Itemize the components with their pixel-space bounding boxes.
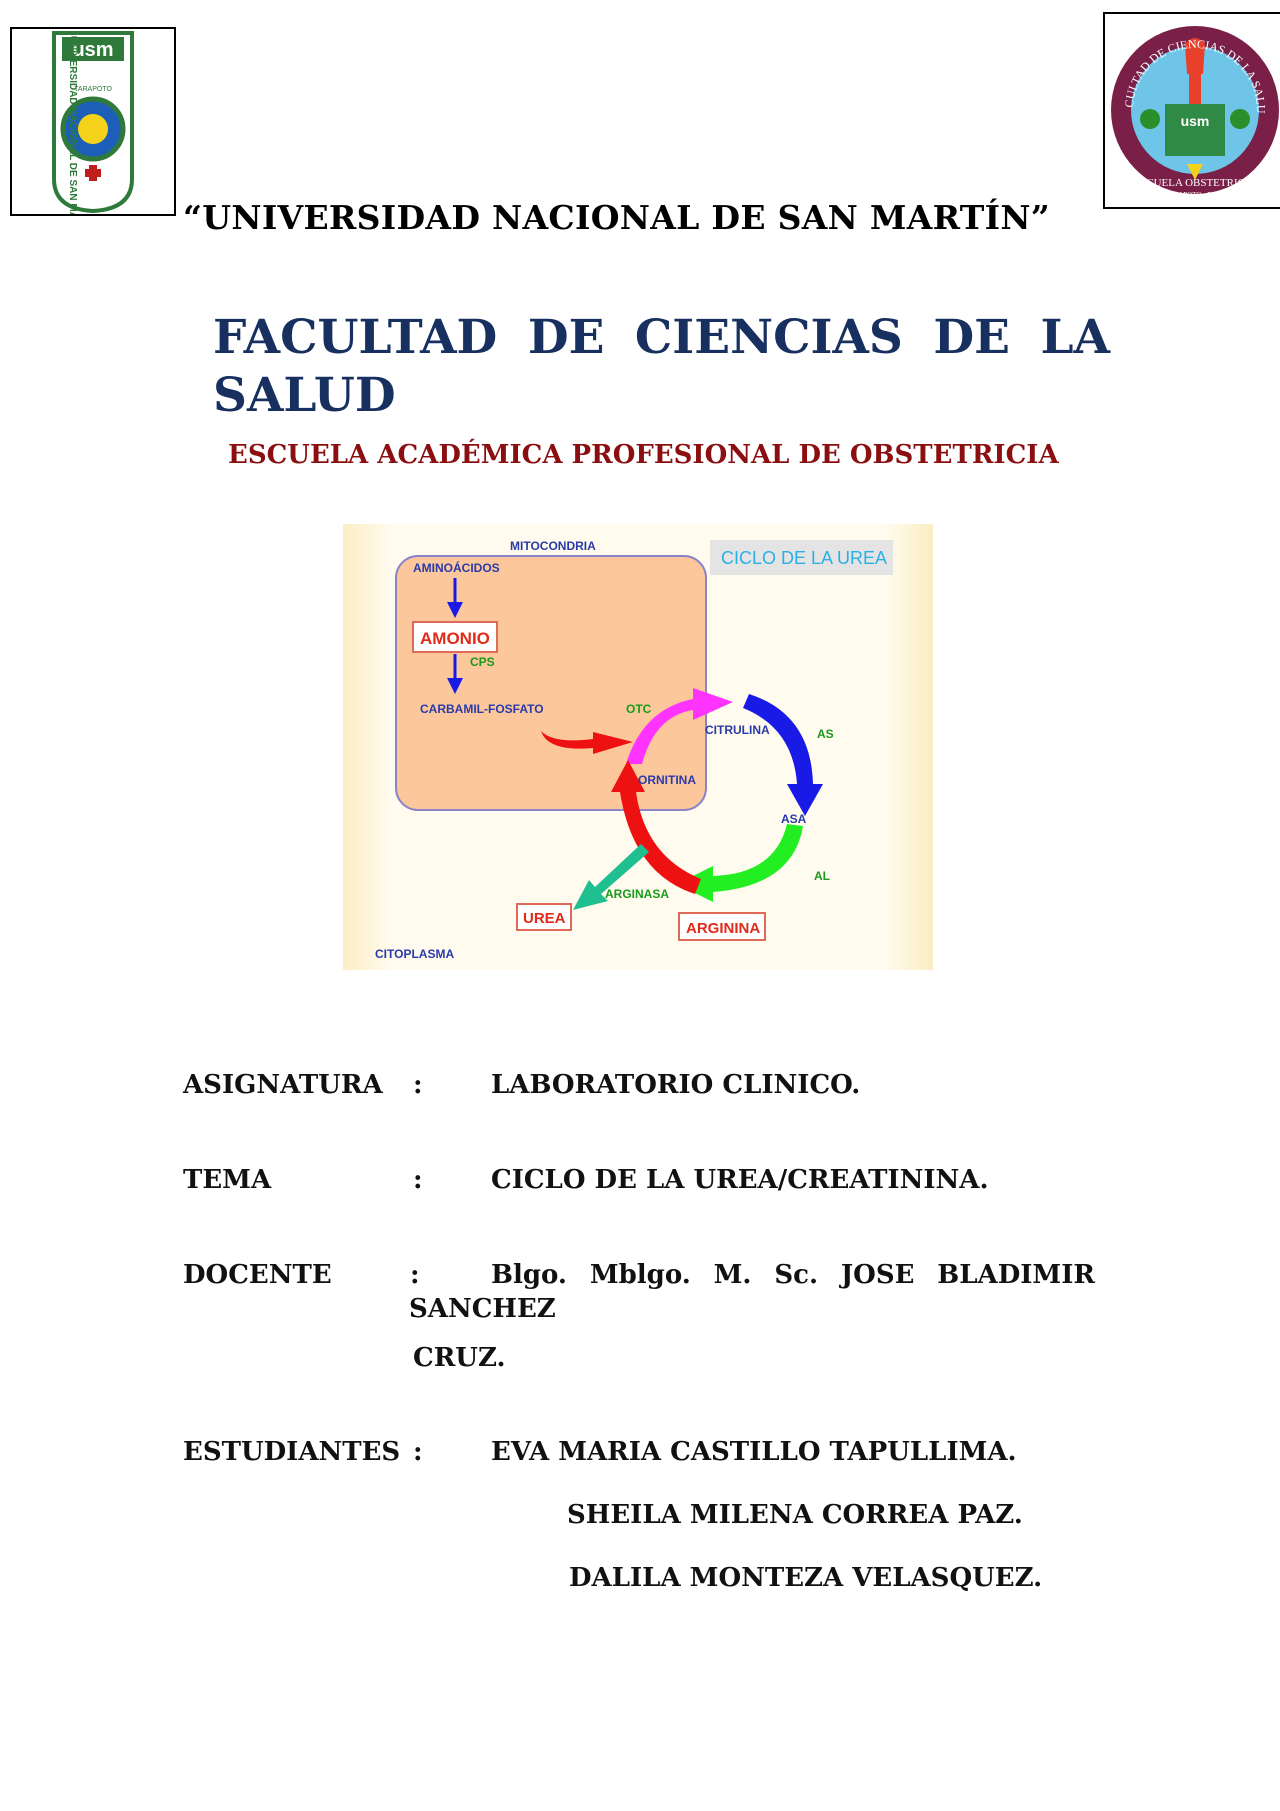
- faculty-logo-right: [1103, 12, 1280, 209]
- cps-label: CPS: [470, 655, 495, 669]
- citrulina-label: CITRULINA: [705, 723, 770, 737]
- docente-word-2: Mblgo.: [589, 1260, 691, 1290]
- estudiantes-label: ESTUDIANTES: [183, 1437, 401, 1467]
- carbamil-label: CARBAMIL-FOSFATO: [420, 702, 544, 716]
- asa-label: ASA: [781, 812, 807, 826]
- docente-word-6: BLADIMIR: [937, 1260, 1095, 1290]
- logo-left-city-text: TARAPOTO: [74, 86, 112, 93]
- faculty-seal-icon: [1105, 14, 1280, 207]
- faculty-word-4: DE: [933, 310, 1010, 365]
- faculty-word-1: FACULTAD: [213, 310, 498, 365]
- logo-left-usm-text: usm: [72, 39, 114, 61]
- docente-value-line3: CRUZ.: [413, 1343, 506, 1373]
- logo-right-bottom-text: ESCUELA OBSTETRICIA: [1133, 177, 1257, 189]
- docente-value-line1: [491, 1260, 1095, 1290]
- logo-right-city-text: TARAPOTO - PERU: [1164, 191, 1226, 199]
- asignatura-value: LABORATORIO CLINICO.: [491, 1070, 861, 1100]
- faculty-word-2: DE: [527, 310, 605, 365]
- mitocondria-label: MITOCONDRIA: [510, 539, 596, 553]
- faculty-title-line2: SALUD: [213, 368, 396, 423]
- docente-word-3: M.: [713, 1260, 752, 1290]
- citoplasma-label: CITOPLASMA: [375, 947, 455, 961]
- aminoacidos-label: AMINOÁCIDOS: [413, 561, 500, 575]
- faculty-title-line1: [213, 310, 1110, 365]
- tema-label: TEMA: [183, 1165, 272, 1195]
- university-title: “UNIVERSIDAD NACIONAL DE SAN MARTÍN”: [183, 198, 1051, 237]
- amonio-label: AMONIO: [420, 629, 490, 648]
- logo-right-usm-text: usm: [1180, 113, 1210, 129]
- asignatura-label: ASIGNATURA: [183, 1070, 383, 1100]
- urea-cycle-diagram: [343, 524, 933, 970]
- mitocondria-box: [396, 556, 706, 810]
- estudiantes-colon: :: [413, 1437, 423, 1467]
- logo-right-ring-text: CULTAD DE CIENCIAS DE LA SALU: [1121, 36, 1269, 114]
- school-title: ESCUELA ACADÉMICA PROFESIONAL DE OBSTETRICIA: [228, 440, 1059, 470]
- asignatura-colon: :: [413, 1070, 423, 1100]
- usm-shield-icon: [12, 29, 174, 214]
- faculty-word-5: LA: [1040, 310, 1110, 365]
- estudiante-3: DALILA MONTEZA VELASQUEZ.: [569, 1563, 1043, 1593]
- urea-label: UREA: [523, 910, 566, 927]
- docente-value-line2: SANCHEZ: [409, 1294, 556, 1324]
- logo-left-side-text: UNIVERSIDAD NACIONAL DE SAN MARTIN: [67, 35, 78, 214]
- as-label: AS: [817, 727, 834, 741]
- tema-colon: :: [413, 1165, 423, 1195]
- arginasa-label: ARGINASA: [605, 887, 670, 901]
- arginina-label: ARGININA: [686, 920, 761, 937]
- docente-word-4: Sc.: [774, 1260, 819, 1290]
- ornitina-label: ORNITINA: [638, 773, 696, 787]
- estudiante-2: SHEILA MILENA CORREA PAZ.: [567, 1500, 1023, 1530]
- diagram-title: CICLO DE LA UREA: [721, 548, 888, 568]
- tema-value: CICLO DE LA UREA/CREATININA.: [491, 1165, 989, 1195]
- university-logo-left: [10, 27, 176, 216]
- docente-colon: :: [410, 1260, 420, 1290]
- otc-label: OTC: [626, 702, 652, 716]
- docente-word-1: Blgo.: [491, 1260, 567, 1290]
- al-label: AL: [814, 869, 830, 883]
- docente-word-5: JOSE: [840, 1260, 915, 1290]
- faculty-word-3: CIENCIAS: [634, 310, 903, 365]
- estudiante-1: EVA MARIA CASTILLO TAPULLIMA.: [491, 1437, 1017, 1467]
- docente-label: DOCENTE: [183, 1260, 332, 1290]
